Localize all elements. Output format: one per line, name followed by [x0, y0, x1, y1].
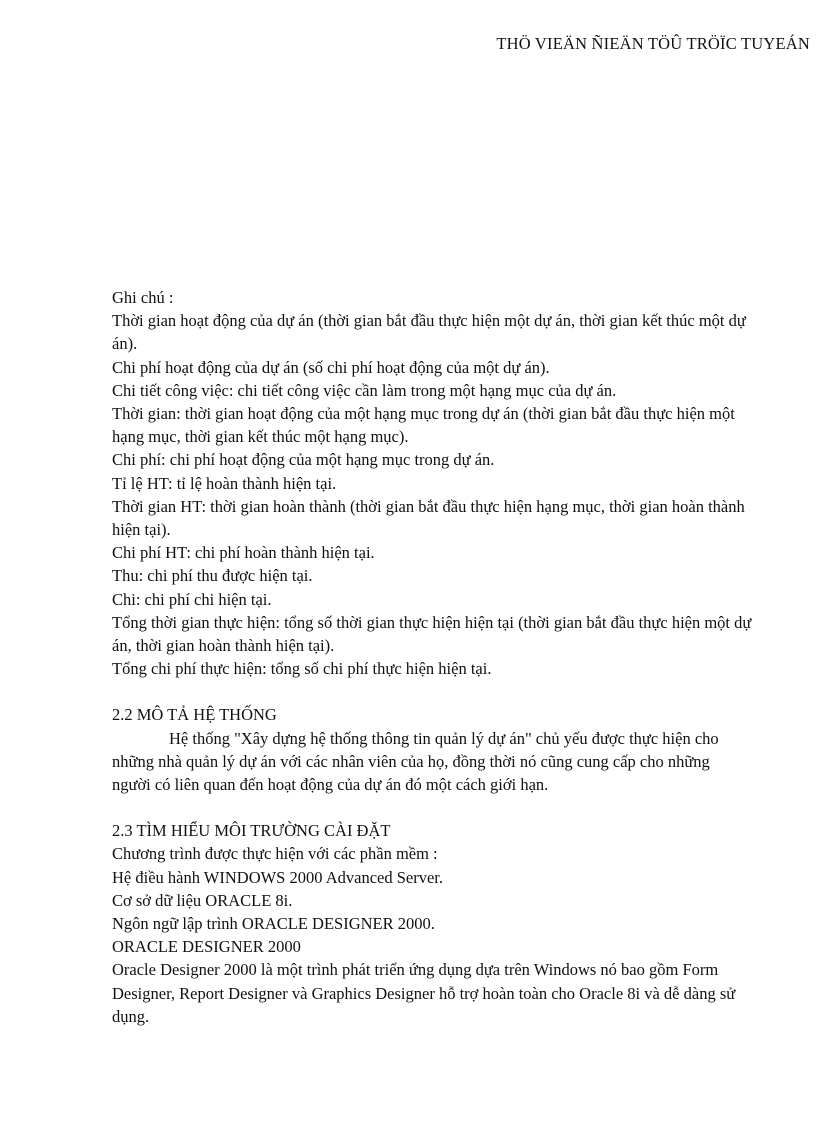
section-2-3-title: 2.3 TÌM HIỂU MÔI TRƯỜNG CÀI ĐẶT [112, 821, 391, 841]
note-item: Chi phí HT: chi phí hoàn thành hiện tại. [112, 543, 375, 563]
note-item: Thời gian HT: thời gian hoàn thành (thời gian bắt đầu thực hiện hạng mục, thời gian hoàn thành hiện tại). [112, 496, 745, 540]
note-item: Thời gian: thời gian hoạt động của một hạng mục trong dự án (thời gian bắt đầu thực hiện một hạng mục, thời gian kết thúc một hạng mục). [112, 404, 735, 447]
note-item: Tỉ lệ HT: tỉ lệ hoàn thành hiện tại. [112, 473, 337, 493]
note-item: Tổng chi phí thực hiện: tổng số chi phí thực hiện hiện tại. [112, 659, 492, 679]
section-2-3-line: Oracle Designer 2000 là một trình phát triển ứng dụng dựa trên Windows nó bao gồm Form Designer, Report Designer và Graphics Designer hỗ trợ hoàn toàn cho Oracle 8i và dễ dàng sử dụng. [112, 960, 736, 1026]
note-item: Chi tiết công việc: chi tiết công việc cần làm trong một hạng mục của dự án. [112, 380, 617, 400]
document-body [112, 286, 752, 1028]
note-item: Chi phí: chi phí hoạt động của một hạng mục trong dự án. [112, 450, 495, 470]
section-2-2-title: 2.2 MÔ TẢ HỆ THỐNG [112, 705, 277, 725]
note-item: Thời gian hoạt động của dự án (thời gian bắt đầu thực hiện một dự án, thời gian kết thúc một dự án). [112, 311, 746, 354]
note-item: Chi phí hoạt động của dự án (số chi phí hoạt động của một dự án). [112, 357, 550, 377]
note-item: Chi: chi phí chi hiện tại. [112, 589, 272, 609]
page-header [0, 34, 816, 54]
note-item: Thu: chi phí thu được hiện tại. [112, 566, 313, 586]
section-2-3-line: ORACLE DESIGNER 2000 [112, 937, 301, 957]
section-2-3-line: Cơ sở dữ liệu ORACLE 8i. [112, 890, 293, 910]
section-2-3-line: Hệ điều hành WINDOWS 2000 Advanced Server. [112, 867, 443, 887]
notes-heading: Ghi chú : [112, 288, 174, 307]
section-2-3-line: Chương trình được thực hiện với các phần mềm : [112, 844, 438, 864]
section-2-3-line: Ngôn ngữ lập trình ORACLE DESIGNER 2000. [112, 914, 435, 934]
note-item: Tổng thời gian thực hiện: tổng số thời gian thực hiện hiện tại (thời gian bắt đầu thực hiện một dự án, thời gian hoàn thành hiện tại). [112, 612, 752, 656]
header-title: THÖ VIEÄN ÑIEÄN TÖÛ TRÖÏC TUYEÁN [496, 34, 810, 53]
section-2-2-body: Hệ thống "Xây dựng hệ thống thông tin quản lý dự án" chủ yếu được thực hiện cho những nhà quản lý dự án với các nhân viên của họ, đồng thời nó cũng cung cấp cho những người có liên quan đến hoạt động của dự án đó một cách giới hạn. [112, 728, 719, 795]
